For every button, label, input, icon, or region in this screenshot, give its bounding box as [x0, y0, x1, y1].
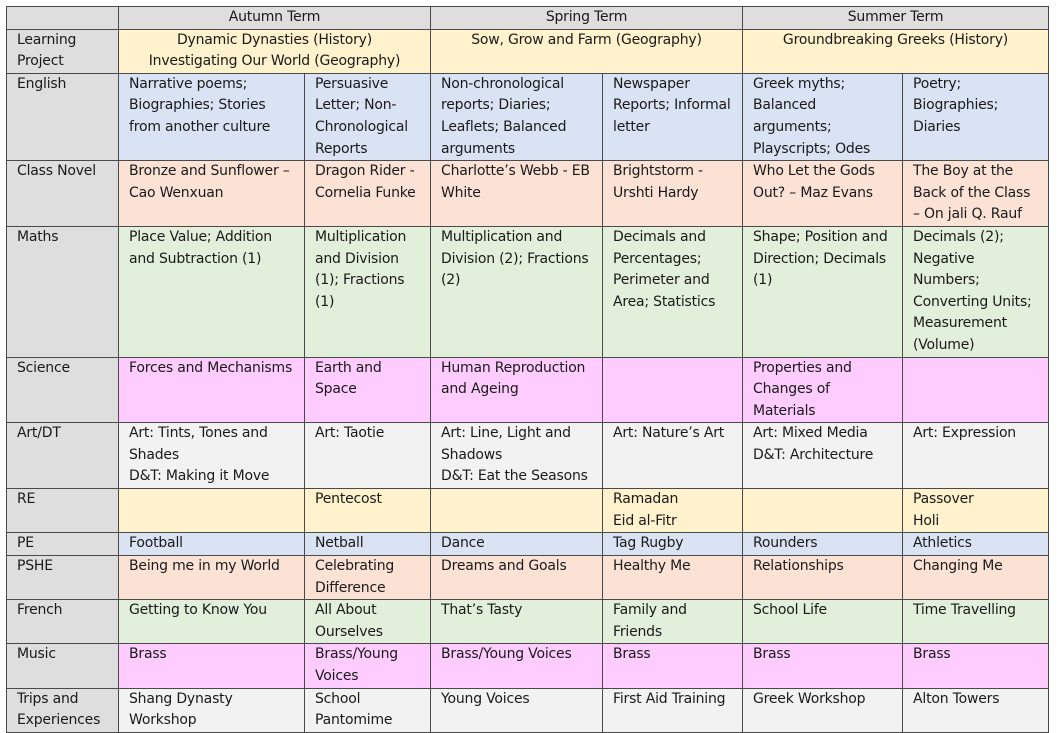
row-label: Art/DT	[7, 423, 119, 489]
table-cell: Tag Rugby	[603, 533, 743, 556]
table-cell: Narrative poems; Biographies; Stories from another culture	[119, 73, 305, 160]
table-cell: Passover Holi	[903, 489, 1049, 533]
table-cell: Brass	[119, 644, 305, 688]
subject-row-pshe	[7, 556, 1049, 600]
table-cell: School Pantomime	[305, 688, 431, 732]
table-cell: Relationships	[743, 556, 903, 600]
table-cell: Rounders	[743, 533, 903, 556]
row-label: English	[7, 73, 119, 160]
table-cell: Place Value; Addition and Subtraction (1)	[119, 226, 305, 357]
row-label: Science	[7, 357, 119, 423]
subject-row-art-dt	[7, 423, 1049, 489]
table-cell	[743, 489, 903, 533]
table-cell: Poetry; Biographies; Diaries	[903, 73, 1049, 160]
table-cell	[903, 357, 1049, 423]
row-label-learning-project: Learning Project	[7, 29, 119, 73]
row-label: Class Novel	[7, 161, 119, 227]
term-header-autumn: Autumn Term	[119, 7, 431, 30]
table-cell: Earth and Space	[305, 357, 431, 423]
subject-row-re	[7, 489, 1049, 533]
corner-cell	[7, 7, 119, 30]
table-cell: Brass	[603, 644, 743, 688]
table-cell: Netball	[305, 533, 431, 556]
table-cell	[603, 357, 743, 423]
subject-row-maths	[7, 226, 1049, 357]
table-cell: Multiplication and Division (2); Fractions (2)	[431, 226, 603, 357]
row-label: Music	[7, 644, 119, 688]
table-cell: Brass	[903, 644, 1049, 688]
subject-row-class-novel	[7, 161, 1049, 227]
table-cell: The Boy at the Back of the Class – On jali Q. Rauf	[903, 161, 1049, 227]
table-cell: School Life	[743, 600, 903, 644]
table-cell: Newspaper Reports; Informal letter	[603, 73, 743, 160]
row-label: Trips and Experiences	[7, 688, 119, 732]
table-cell: Dragon Rider - Cornelia Funke	[305, 161, 431, 227]
table-cell: Shang Dynasty Workshop	[119, 688, 305, 732]
term-header-row	[7, 7, 1049, 30]
subject-row-pe	[7, 533, 1049, 556]
table-cell: Being me in my World	[119, 556, 305, 600]
table-cell: That’s Tasty	[431, 600, 603, 644]
table-cell: Athletics	[903, 533, 1049, 556]
curriculum-table	[6, 6, 1049, 733]
table-cell	[431, 489, 603, 533]
project-autumn: Dynamic Dynasties (History) Investigating Our World (Geography)	[119, 29, 431, 73]
table-cell: Non-chronological reports; Diaries; Leaflets; Balanced arguments	[431, 73, 603, 160]
table-cell: Who Let the Gods Out? – Maz Evans	[743, 161, 903, 227]
table-cell: All About Ourselves	[305, 600, 431, 644]
table-cell: Pentecost	[305, 489, 431, 533]
row-label: PE	[7, 533, 119, 556]
table-cell: Art: Tints, Tones and Shades D&T: Making it Move	[119, 423, 305, 489]
table-cell: Time Travelling	[903, 600, 1049, 644]
table-cell: Getting to Know You	[119, 600, 305, 644]
table-cell: Celebrating Difference	[305, 556, 431, 600]
row-label: RE	[7, 489, 119, 533]
table-cell: Brass/Young Voices	[305, 644, 431, 688]
table-cell: Dance	[431, 533, 603, 556]
row-label: Maths	[7, 226, 119, 357]
table-cell: Charlotte’s Webb - EB White	[431, 161, 603, 227]
table-cell: Forces and Mechanisms	[119, 357, 305, 423]
table-cell: First Aid Training	[603, 688, 743, 732]
table-cell: Dreams and Goals	[431, 556, 603, 600]
table-cell: Properties and Changes of Materials	[743, 357, 903, 423]
table-cell: Brass	[743, 644, 903, 688]
table-cell: Multiplication and Division (1); Fractions (1)	[305, 226, 431, 357]
table-cell: Art: Mixed Media D&T: Architecture	[743, 423, 903, 489]
table-cell: Decimals and Percentages; Perimeter and Area; Statistics	[603, 226, 743, 357]
project-summer: Groundbreaking Greeks (History)	[743, 29, 1049, 73]
table-cell: Football	[119, 533, 305, 556]
table-cell: Art: Expression	[903, 423, 1049, 489]
table-cell: Alton Towers	[903, 688, 1049, 732]
table-cell	[119, 489, 305, 533]
table-cell: Shape; Position and Direction; Decimals (1)	[743, 226, 903, 357]
table-cell: Ramadan Eid al-Fitr	[603, 489, 743, 533]
table-cell: Changing Me	[903, 556, 1049, 600]
subject-row-trips-and-experiences	[7, 688, 1049, 732]
project-spring: Sow, Grow and Farm (Geography)	[431, 29, 743, 73]
term-header-summer: Summer Term	[743, 7, 1049, 30]
table-cell: Healthy Me	[603, 556, 743, 600]
table-cell: Brightstorm - Urshti Hardy	[603, 161, 743, 227]
table-cell: Bronze and Sunflower – Cao Wenxuan	[119, 161, 305, 227]
table-cell: Art: Nature’s Art	[603, 423, 743, 489]
row-label: PSHE	[7, 556, 119, 600]
subject-row-science	[7, 357, 1049, 423]
subject-row-english	[7, 73, 1049, 160]
table-cell: Art: Taotie	[305, 423, 431, 489]
subject-row-french	[7, 600, 1049, 644]
table-cell: Young Voices	[431, 688, 603, 732]
table-cell: Human Reproduction and Ageing	[431, 357, 603, 423]
subject-row-music	[7, 644, 1049, 688]
table-cell: Persuasive Letter; Non-Chronological Reports	[305, 73, 431, 160]
table-cell: Greek myths; Balanced arguments; Playscripts; Odes	[743, 73, 903, 160]
table-cell: Greek Workshop	[743, 688, 903, 732]
row-label: French	[7, 600, 119, 644]
term-header-spring: Spring Term	[431, 7, 743, 30]
table-cell: Brass/Young Voices	[431, 644, 603, 688]
learning-project-row	[7, 29, 1049, 73]
table-cell: Family and Friends	[603, 600, 743, 644]
table-cell: Decimals (2); Negative Numbers; Converting Units; Measurement (Volume)	[903, 226, 1049, 357]
table-cell: Art: Line, Light and Shadows D&T: Eat the Seasons	[431, 423, 603, 489]
